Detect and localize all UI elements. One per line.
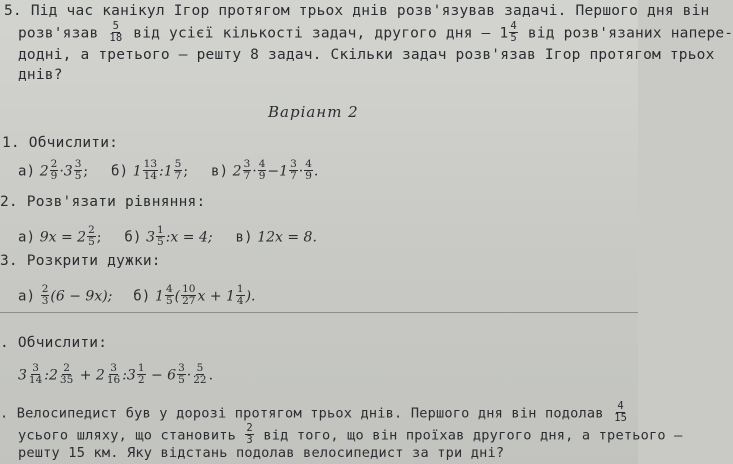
item-label: в) (210, 163, 229, 180)
problem5-line3 (18, 46, 715, 64)
variant-title: Варіант 2 (268, 103, 359, 121)
task3-expressions: а) $\frac{2}{3}$ (6 − 9x); б) 1 $\frac{4}{5}$ ( $\frac{10}{27}$ x + 1 $\frac{1}{4}$ ). (18, 283, 256, 307)
item-label: в) (235, 229, 253, 246)
problem5-line1 (4, 2, 709, 20)
whole-number: 1 (499, 25, 509, 42)
problem-text: днів? (18, 67, 63, 83)
fraction: $\frac{5}{18}$ (109, 20, 123, 44)
task5-line2: усього шляху, що становить $\frac{2}{3}$ від того, що він проїхав другого дня, а третього — (18, 422, 683, 446)
item-label: б) (133, 288, 151, 305)
task1-title: 1. Обчислити: (2, 135, 119, 151)
problem-text: усього шляху, що становить (18, 427, 236, 444)
task4-title: . Обчислити: (0, 335, 108, 351)
task2-title: 2. Розв'язати рівняння: (0, 194, 206, 210)
item-label: а) (18, 288, 36, 305)
item-label: б) (124, 229, 142, 246)
problem-text: додні, а третього — решту 8 задач. Скільки задач розв'язав Ігор протягом трьох (18, 47, 715, 63)
problem-text: Під час канікул Ігор протягом трьох днів розв'язував задачі. Першого дня він (30, 3, 710, 19)
divider (0, 312, 638, 313)
problem-text: . Велосипедист був у дорозі протягом трьох днів. Першого дня він подолав (0, 405, 604, 422)
problem-text: решту 15 км. Яку відстань подолав велосипедист за три дні? (18, 445, 505, 461)
task5-line3 (18, 444, 504, 462)
fraction: $\frac{4}{5}$ (510, 20, 517, 44)
item-label: б) (111, 163, 129, 180)
problem-number: 5. (4, 3, 22, 19)
item-label: а) (18, 163, 36, 180)
task5-line1: . Велосипедист був у дорозі протягом трьох днів. Першого дня він подолав $\frac{4}{15}$ (0, 400, 628, 424)
problem-text: розв'язав (18, 25, 99, 42)
item-label: а) (18, 229, 36, 246)
problem-text: від усієї кількості задач, другого дня — (133, 25, 491, 42)
problem-text: від розв'язаних напере- (527, 25, 733, 42)
task2-equations: а) 9x = 2 $\frac{2}{5}$ ; б) 3 $\frac{1}{5}$ :x = 4; в) 12x = 8. (18, 224, 317, 248)
task1-expressions: а) 2 $\frac{2}{9}$ ·3 $\frac{3}{5}$ ; б) 1 $\frac{13}{14}$ :1 $\frac{5}{7}$ ; в) 2 $\frac{3}{7}$ · $\frac{4}{9}$ −1 $\frac{3}{7}$ · $\frac{4}{9}$ . (18, 158, 319, 182)
task4-expression: 3 $\frac{3}{14}$ :2 $\frac{2}{35}$ + 2 $\frac{3}{16}$ :3 $\frac{1}{2}$ − 6 $\frac{3}{5}$ · $\frac{5}{22}$ . (18, 362, 214, 386)
problem5-line4 (18, 66, 63, 84)
problem-text: від того, що він проїхав другого дня, а третього — (263, 427, 683, 444)
problem5-line2 (18, 22, 733, 45)
task3-title: 3. Розкрити дужки: (0, 253, 161, 269)
